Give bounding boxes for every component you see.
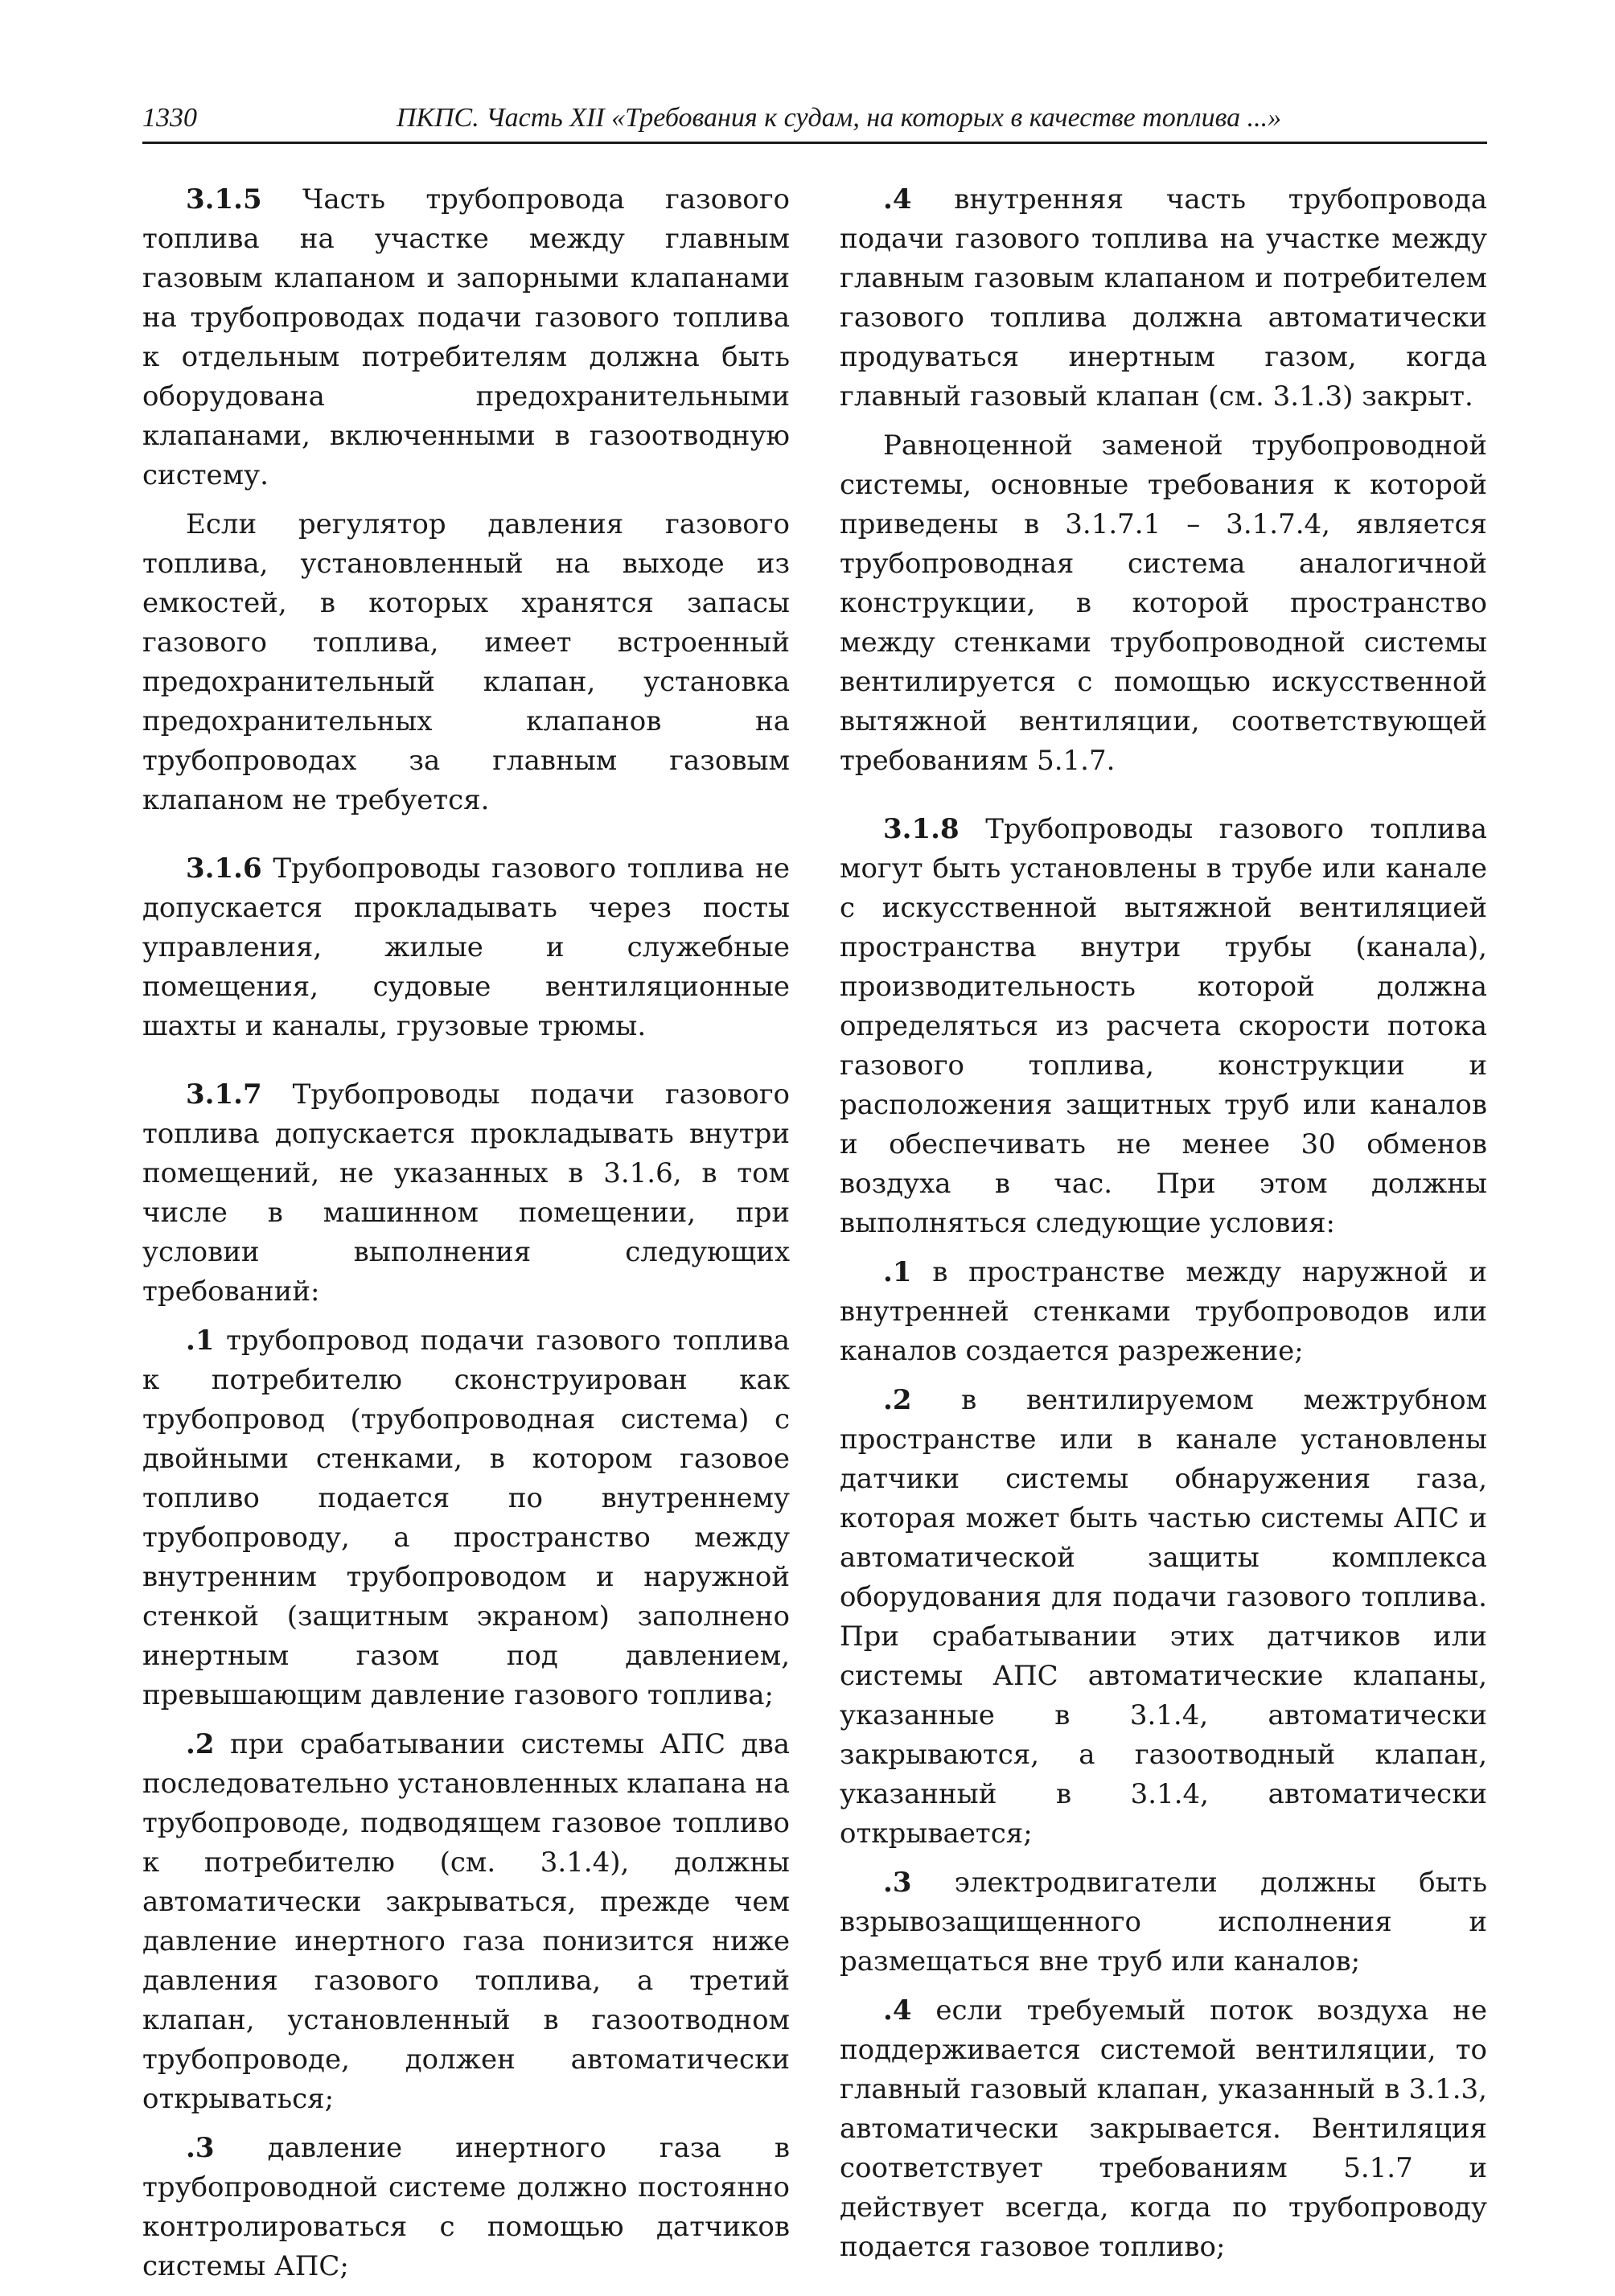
subclause-number: .3 [186, 2132, 215, 2164]
clause-number: 3.1.7 [186, 1078, 262, 1111]
paragraph-text: если требуемый поток воздуха не поддерживается системой вентиляции, то главный газовый клапан, указанный в 3.1.3, автоматически закрывается. Вентиляция соответствует требованиям 5.1.7 и действует всегда, когда по трубопроводу подается газовое топливо; [840, 1994, 1487, 2263]
paragraph-3-1-7 [142, 1075, 790, 1312]
paragraph-3-1-5 [142, 180, 790, 495]
paragraph-text: при срабатывании системы АПС два последовательно установленных клапана на трубопроводе, подводящем газовое топливо к потребителю (см. 3.1.4), должны автоматически закрываться, прежде чем давление инертного газа понизится ниже давления газового топлива, а третий клапан, установленный в газоотводном трубопроводе, должен автоматически открываться; [142, 1728, 790, 2115]
paragraph-text: Часть трубопровода газового топлива на участке между главным газовым клапаном и запорными клапанами на трубопроводах подачи газового топлива к отдельным потребителям должна быть оборудована предохранительными клапанами, включенными в газоотводную систему. [142, 183, 790, 491]
subclause-number: .4 [883, 1994, 912, 2027]
paragraph-text: электродвигатели должны быть взрывозащищенного исполнения и размещаться вне труб или каналов; [840, 1867, 1487, 1978]
subclause-2 [142, 1725, 790, 2119]
paragraph-text: Равноценной заменой трубопроводной системы, основные требования к которой приведены в 3.1.7.1 – 3.1.7.4, является трубопроводная система аналогичной конструкции, в которой пространство между стенками трубопроводной системы вентилируется с помощью искусственной вытяжной вентиляции, соответствующей требованиям 5.1.7. [840, 429, 1487, 777]
subclause-4 [840, 1991, 1487, 2267]
paragraph-text: в вентилируемом межтрубном пространстве или в канале установлены датчики системы обнаружения газа, которая может быть частью системы АПС и автоматической защиты комплекса оборудования для подачи газового топлива. При срабатывании этих датчиков или системы АПС автоматические клапаны, указанные в 3.1.4, автоматически закрываются, а газоотводный клапан, указанный в 3.1.4, автоматически открывается; [840, 1384, 1487, 1850]
subclause-1 [142, 1321, 790, 1715]
paragraph-text: внутренняя часть трубопровода подачи газового топлива на участке между главным газовым клапаном и потребителем газового топлива должна автоматически продуваться инертным газом, когда главный газовый клапан (см. 3.1.3) закрыт. [840, 183, 1487, 413]
subclause-1 [840, 1253, 1487, 1371]
paragraph-text: Если регулятор давления газового топлива, установленный на выходе из емкостей, в которых хранятся запасы газового топлива, имеет встроенный предохранительный клапан, установка предохранительных клапанов на трубопроводах за главным газовым клапаном не требуется. [142, 508, 790, 816]
paragraph-text: Трубопроводы подачи газового топлива допускается прокладывать внутри помещений, не указанных в 3.1.6, в том числе в машинном помещении, при условии выполнения следующих требований: [142, 1078, 790, 1308]
clause-number: 3.1.6 [186, 852, 262, 885]
paragraph-text: Трубопроводы газового топлива могут быть установлены в трубе или канале с искусственной вытяжной вентиляцией пространства внутри трубы (канала), производительность которой должна определяться из расчета скорости потока газового топлива, конструкции и расположения защитных труб или каналов и обеспечивать не менее 30 обменов воздуха в час. При этом должны выполняться следующие условия: [840, 813, 1487, 1239]
running-title: ПКПС. Часть XII «Требования к судам, на которых в качестве топлива ...» [396, 103, 1282, 133]
running-header [142, 95, 1487, 144]
subclause-3 [840, 1863, 1487, 1982]
subclause-4 [840, 180, 1487, 417]
paragraph-3-1-8 [840, 810, 1487, 1243]
subclause-number: .1 [186, 1325, 215, 1357]
subclause-number: .2 [883, 1384, 912, 1416]
clause-number: 3.1.5 [186, 183, 262, 216]
paragraph-3-1-6 [142, 849, 790, 1046]
paragraph-text: в пространстве между наружной и внутренней стенками трубопроводов или каналов создается разрежение; [840, 1256, 1487, 1367]
subclause-number: .1 [883, 1256, 912, 1288]
paragraph-text: трубопровод подачи газового топлива к потребителю сконструирован как трубопровод (трубопроводная система) с двойными стенками, в котором газовое топливо подается по внутреннему трубопроводу, а пространство между внутренним трубопроводом и наружной стенкой (защитным экраном) заполнено инертным газом под давлением, превышающим давление газового топлива; [142, 1325, 790, 1711]
paragraph-text: давление инертного газа в трубопроводной системе должно постоянно контролироваться с помощью датчиков системы АПС; [142, 2132, 790, 2282]
subclause-2 [840, 1381, 1487, 1854]
page-number: 1330 [142, 103, 197, 133]
paragraph-text: Трубопроводы газового топлива не допускается прокладывать через посты управления, жилые и служебные помещения, судовые вентиляционные шахты и каналы, грузовые трюмы. [142, 852, 790, 1042]
paragraph [840, 426, 1487, 781]
subclause-number: .4 [883, 183, 912, 216]
subclause-number: .3 [883, 1867, 912, 1899]
right-column [840, 180, 1487, 2277]
paragraph [142, 505, 790, 820]
left-column [142, 180, 790, 2296]
subclause-number: .2 [186, 1728, 215, 1760]
subclause-3 [142, 2129, 790, 2286]
clause-number: 3.1.8 [883, 813, 960, 845]
